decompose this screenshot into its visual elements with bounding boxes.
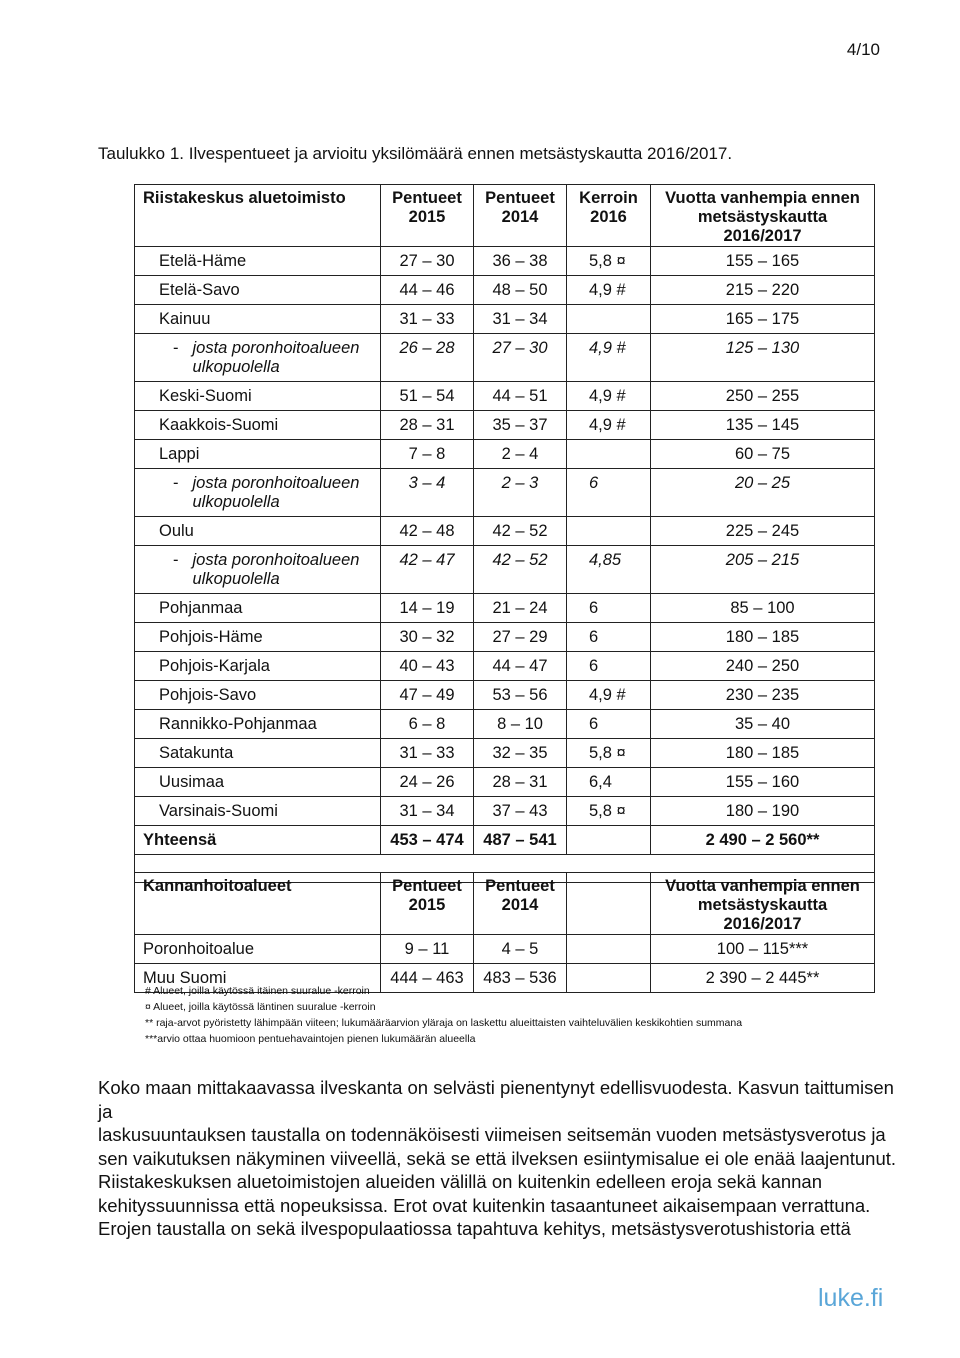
litters-2015: 51 – 54	[381, 382, 474, 411]
multiplier: 4,9 #	[567, 276, 651, 305]
litters-2014: 37 – 43	[474, 797, 567, 826]
litters-2014: 27 – 29	[474, 623, 567, 652]
kanna-header-row	[135, 873, 875, 935]
area-name: Muu Suomi	[135, 964, 381, 993]
region-name: Etelä-Häme	[135, 247, 381, 276]
page-number: 4/10	[846, 40, 880, 59]
total-label: Yhteensä	[135, 826, 381, 855]
litters-2015: 31 – 34	[381, 797, 474, 826]
header-p2014: Pentueet 2014	[474, 185, 567, 247]
kanna-header-p2014: Pentueet 2014	[474, 873, 567, 935]
litters-2015: 7 – 8	[381, 440, 474, 469]
litters-2015: 28 – 31	[381, 411, 474, 440]
kanna-header-region: Kannanhoitoalueet	[135, 873, 381, 935]
litters-2014: 4 – 5	[474, 935, 567, 964]
litters-2014: 8 – 10	[474, 710, 567, 739]
litters-2014: 44 – 51	[474, 382, 567, 411]
multiplier: 4,9 #	[567, 334, 651, 382]
litters-2015: 24 – 26	[381, 768, 474, 797]
litters-2015: 30 – 32	[381, 623, 474, 652]
litters-2014: 2 – 4	[474, 440, 567, 469]
litters-2015: 9 – 11	[381, 935, 474, 964]
litters-2014: 32 – 35	[474, 739, 567, 768]
litters-2014: 21 – 24	[474, 594, 567, 623]
body-line: kehityssuunnissa että nopeuksissa. Erot ovat kuitenkin tasaantuneet aikaisempaan verrattuna.	[98, 1194, 871, 1216]
older-count: 155 – 165	[651, 247, 875, 276]
table-row	[135, 594, 875, 623]
subregion-name: - josta poronhoitoalueen ulkopuolella	[135, 546, 381, 594]
litters-2014: 48 – 50	[474, 276, 567, 305]
table-header-row	[135, 185, 875, 247]
litters-2014: 53 – 56	[474, 681, 567, 710]
litters-2014: 27 – 30	[474, 334, 567, 382]
older-count: 155 – 160	[651, 768, 875, 797]
body-line: Koko maan mittakaavassa ilveskanta on selvästi pienentynyt edellisvuodesta. Kasvun taittumisen ja	[98, 1077, 894, 1122]
header-region: Riistakeskus aluetoimisto	[135, 185, 381, 247]
multiplier	[567, 440, 651, 469]
subregion-name: - josta poronhoitoalueen ulkopuolella	[135, 469, 381, 517]
multiplier: 6,4	[567, 768, 651, 797]
litters-2015: 6 – 8	[381, 710, 474, 739]
region-name: Kaakkois-Suomi	[135, 411, 381, 440]
table-row	[135, 382, 875, 411]
multiplier: 4,9 #	[567, 681, 651, 710]
older-count: 180 – 190	[651, 797, 875, 826]
table-row	[135, 768, 875, 797]
table-row	[135, 276, 875, 305]
older-count: 180 – 185	[651, 623, 875, 652]
multiplier	[567, 305, 651, 334]
region-name: Lappi	[135, 440, 381, 469]
older-count: 240 – 250	[651, 652, 875, 681]
table-row	[135, 247, 875, 276]
kanna-header-empty	[567, 873, 651, 935]
total-older: 2 490 – 2 560**	[651, 826, 875, 855]
litters-2015: 31 – 33	[381, 305, 474, 334]
empty-cell	[567, 935, 651, 964]
litters-2015: 47 – 49	[381, 681, 474, 710]
region-name: Uusimaa	[135, 768, 381, 797]
table-row	[135, 935, 875, 964]
subregion-name: - josta poronhoitoalueen ulkopuolella	[135, 334, 381, 382]
table-row	[135, 411, 875, 440]
litters-2015: 444 – 463	[381, 964, 474, 993]
body-line: sen vaikutuksen näkyminen viiveellä, sekä se että ilveksen esiintymisalue ei ole enää laajentunut.	[98, 1147, 897, 1169]
litters-2015: 42 – 47	[381, 546, 474, 594]
table-row	[135, 739, 875, 768]
older-count: 135 – 145	[651, 411, 875, 440]
region-name: Pohjois-Savo	[135, 681, 381, 710]
multiplier: 6	[567, 469, 651, 517]
body-line: laskusuuntauksen taustalla on todennäköisesti viimeisen seitsemän vuoden metsästysverotus ja	[98, 1124, 886, 1145]
litters-2015: 27 – 30	[381, 247, 474, 276]
footnote: ** raja-arvot pyöristetty lähimpään viiteen; lukumääräarvion yläraja on laskettu alueittaisten vaihteluvälien keskikohtien summana	[145, 1017, 743, 1029]
kanna-header-vuotta: Vuotta vanhempia ennen metsästyskautta 2016/2017	[651, 873, 875, 935]
header-vuotta: Vuotta vanhempia ennen metsästyskautta 2016/2017	[651, 185, 875, 247]
body-line: Erojen taustalla on sekä ilvespopulaatiossa tapahtuva kehitys, metsästysverotushistoria että	[98, 1218, 851, 1239]
older-count: 230 – 235	[651, 681, 875, 710]
total-2015: 453 – 474	[381, 826, 474, 855]
table-row	[135, 797, 875, 826]
region-name: Pohjanmaa	[135, 594, 381, 623]
multiplier: 6	[567, 710, 651, 739]
region-name: Rannikko-Pohjanmaa	[135, 710, 381, 739]
older-count: 165 – 175	[651, 305, 875, 334]
header-p2015: Pentueet 2015	[381, 185, 474, 247]
older-count: 2 390 – 2 445**	[651, 964, 875, 993]
footnotes	[145, 983, 742, 1047]
multiplier: 6	[567, 623, 651, 652]
litters-2015: 42 – 48	[381, 517, 474, 546]
total-2014: 487 – 541	[474, 826, 567, 855]
body-line: Riistakeskuksen aluetoimistojen alueiden välillä on kuitenkin edelleen eroja sekä kannan	[98, 1171, 823, 1192]
multiplier: 6	[567, 652, 651, 681]
litters-2015: 31 – 33	[381, 739, 474, 768]
litters-2014: 483 – 536	[474, 964, 567, 993]
multiplier: 4,85	[567, 546, 651, 594]
luke-logo: luke.fi	[818, 1284, 884, 1312]
litters-2014: 2 – 3	[474, 469, 567, 517]
region-name: Kainuu	[135, 305, 381, 334]
older-count: 205 – 215	[651, 546, 875, 594]
region-name: Oulu	[135, 517, 381, 546]
litters-2015: 14 – 19	[381, 594, 474, 623]
older-count: 125 – 130	[651, 334, 875, 382]
table-row	[135, 681, 875, 710]
table-row	[135, 623, 875, 652]
header-kerroin: Kerroin 2016	[567, 185, 651, 247]
litters-2014: 42 – 52	[474, 546, 567, 594]
footnote: # Alueet, joilla käytössä itäinen suuralue -kerroin	[145, 985, 370, 997]
total-multiplier	[567, 826, 651, 855]
older-count: 225 – 245	[651, 517, 875, 546]
older-count: 250 – 255	[651, 382, 875, 411]
table-row	[135, 652, 875, 681]
region-name: Etelä-Savo	[135, 276, 381, 305]
litters-2015: 3 – 4	[381, 469, 474, 517]
multiplier: 5,8 ¤	[567, 739, 651, 768]
litters-2015: 26 – 28	[381, 334, 474, 382]
litters-2014: 44 – 47	[474, 652, 567, 681]
litters-2014: 42 – 52	[474, 517, 567, 546]
litters-2015: 40 – 43	[381, 652, 474, 681]
body-paragraph	[98, 1076, 898, 1241]
multiplier	[567, 517, 651, 546]
litters-2014: 35 – 37	[474, 411, 567, 440]
region-name: Keski-Suomi	[135, 382, 381, 411]
multiplier: 5,8 ¤	[567, 797, 651, 826]
litters-2014: 28 – 31	[474, 768, 567, 797]
older-count: 35 – 40	[651, 710, 875, 739]
older-count: 215 – 220	[651, 276, 875, 305]
footnote: ¤ Alueet, joilla käytössä läntinen suuralue -kerroin	[145, 1001, 376, 1013]
kanna-header-p2015: Pentueet 2015	[381, 873, 474, 935]
multiplier: 6	[567, 594, 651, 623]
multiplier: 4,9 #	[567, 411, 651, 440]
litters-2015: 44 – 46	[381, 276, 474, 305]
region-name: Satakunta	[135, 739, 381, 768]
region-name: Varsinais-Suomi	[135, 797, 381, 826]
litters-2014: 36 – 38	[474, 247, 567, 276]
region-name: Pohjois-Häme	[135, 623, 381, 652]
table-caption: Taulukko 1. Ilvespentueet ja arvioitu yksilömäärä ennen metsästyskautta 2016/2017.	[98, 144, 733, 163]
management-areas-table	[134, 872, 875, 993]
lynx-litters-table	[134, 184, 875, 883]
table-total-row	[135, 826, 875, 855]
area-name: Poronhoitoalue	[135, 935, 381, 964]
older-count: 85 – 100	[651, 594, 875, 623]
table-row	[135, 710, 875, 739]
table-row	[135, 305, 875, 334]
older-count: 60 – 75	[651, 440, 875, 469]
table-row-sub	[135, 469, 875, 517]
litters-2014: 31 – 34	[474, 305, 567, 334]
older-count: 20 – 25	[651, 469, 875, 517]
multiplier: 4,9 #	[567, 382, 651, 411]
older-count: 180 – 185	[651, 739, 875, 768]
table-row-sub	[135, 334, 875, 382]
region-name: Pohjois-Karjala	[135, 652, 381, 681]
older-count: 100 – 115***	[651, 935, 875, 964]
table-row	[135, 517, 875, 546]
table-row	[135, 440, 875, 469]
multiplier: 5,8 ¤	[567, 247, 651, 276]
table-row-sub	[135, 546, 875, 594]
footnote: ***arvio ottaa huomioon pentuehavaintojen pienen lukumäärän alueella	[145, 1033, 476, 1045]
